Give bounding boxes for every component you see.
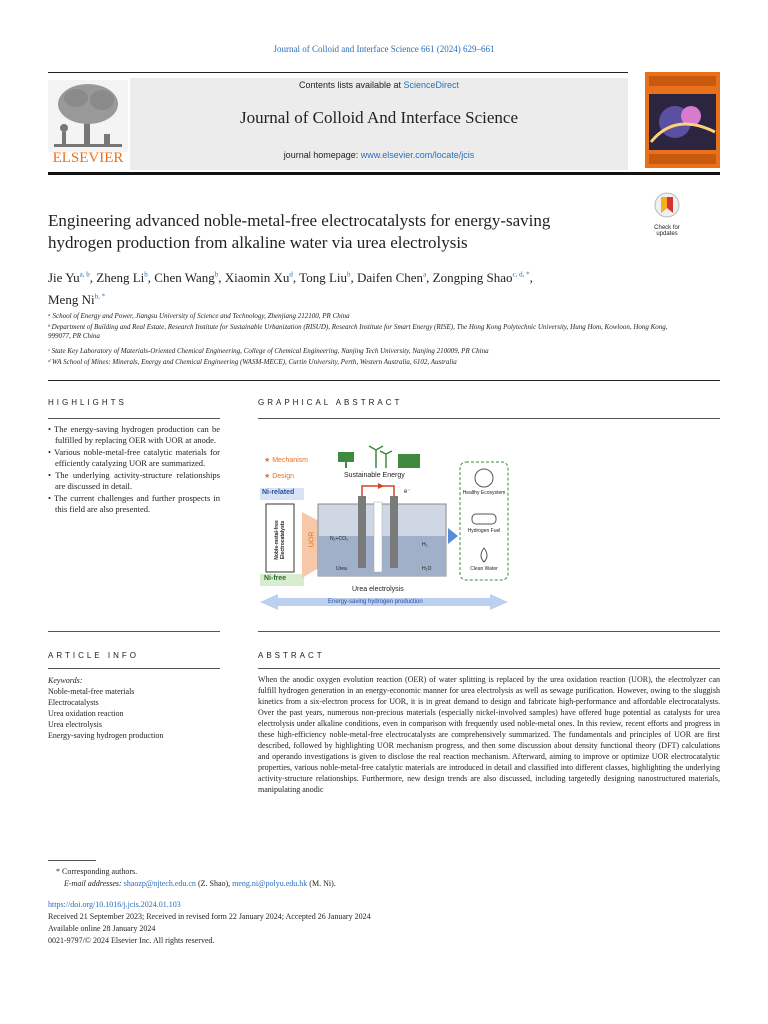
check-for-updates-label: Check for updates xyxy=(654,225,680,237)
anode-electrode xyxy=(358,496,366,568)
author[interactable]: Zheng Li$^b$, xyxy=(96,270,155,286)
catalysts-vertical-label: Noble-metal-free Electrocatalysts xyxy=(274,520,286,560)
affiliation-b: ᵇ Department of Building and Real Estate, Research Institute for Sustainable Urbanization (RISUD), Research Institute for Smart Energy (RISE), The Hong Kong Polytechnic University, Hung Hom, Kowloon, Hong Kong, 999077, PR China xyxy=(48,323,668,340)
electron-label: e⁻ xyxy=(404,489,411,495)
ni-related-label: Ni-related xyxy=(262,489,295,496)
h2o-label: H₂O xyxy=(422,566,432,572)
uor-label: UOR xyxy=(308,531,316,548)
author[interactable]: Meng $Ni^{b, *}$ xyxy=(48,291,106,307)
keyword: Urea oxidation reaction xyxy=(48,709,124,718)
author[interactable]: Chen Wang$^b$, xyxy=(154,270,225,286)
n2co2-label: N₂+CO₂ xyxy=(330,536,348,542)
journal-cover-image[interactable] xyxy=(645,72,720,168)
received-dates: Received 21 September 2023; Received in revised form 22 January 2024; Accepted 26 January 2024 xyxy=(48,912,371,921)
author[interactable]: Zongping Shao$^{c, d, *}$, xyxy=(432,270,533,286)
author[interactable]: Daifen Chen$^a$, xyxy=(357,270,433,286)
keywords-list xyxy=(48,686,228,741)
graphical-abstract-heading: GRAPHICAL ABSTRACT xyxy=(258,398,403,407)
highlight-item: • The underlying activity-structure relationships are discussed in detail. xyxy=(48,470,220,491)
affiliation-a: ᵃ School of Energy and Power, Jiangsu University of Science and Technology, Zhenjiang 212100, PR China xyxy=(48,312,350,320)
copyright: 0021-9797/© 2024 Elsevier Inc. All rights reserved. xyxy=(48,936,215,945)
bookmark-icon xyxy=(648,192,686,220)
footnote-rule xyxy=(48,860,96,861)
design-label: ★ Design xyxy=(264,473,295,480)
hydrogen-fuel-label: Hydrogen Fuel xyxy=(467,528,501,534)
keyword: Urea electrolysis xyxy=(48,720,102,729)
highlights-rule xyxy=(48,418,220,419)
author[interactable]: Jie Yu$^{a, b}$, xyxy=(48,270,97,286)
urea-electrolysis-label: Urea electrolysis xyxy=(352,586,404,593)
sciencedirect-link[interactable]: ScienceDirect xyxy=(403,80,460,90)
banner-rule xyxy=(48,172,720,175)
highlights-heading: HIGHLIGHTS xyxy=(48,398,127,407)
highlight-item: • The current challenges and further prospects in this field are also presented. xyxy=(48,493,220,514)
author[interactable]: Xiaomin Xu$^d$, xyxy=(224,270,300,286)
publisher-name: ELSEVIER xyxy=(52,150,124,166)
journal-homepage xyxy=(130,150,628,160)
abstract-text: When the anodic oxygen evolution reaction (OER) of water splitting is replaced by the urea oxidation reaction (UOR), the electrolyzer can fulfill hydrogen generation in an energy-economic manner for urea electrolysis as well as sewage purification. However, owing to the sluggish kinetics from a six-electron process for UOR, it is in great demand to design and fabricate high-performance and affordable electrocatalysts. Over the past years, numerous non-precious materials (especially nickel-involved samples) have offered huge potential as catalysts for urea electrolysis under alkaline conditions, even in comparison with frequently used noble-metal ones. In this review, recent efforts and progress in these high-efficiency noble-metal-free electrocatalysts are comprehensively summarized. The fundamentals and principles of UOR are first described, followed by highlighting UOR mechanism progress, and then some discussion about density functional theory (DFT) calculations and operando investigations is given to disclose the real reaction mechanism. Afterward, aiming to improve or optimize UOR electrocatalytic properties, various noble-metal-free catalytic materials are introduced in detail and classified into different classes, highlighting the underlying activity-structure relationships. Furthermore, new design trends are also discussed, including targetedly designing nanostructured materials, manipulating anodic xyxy=(258,675,720,794)
highlight-item: • The energy-saving hydrogen production can be fulfilled by replacing OER with UOR at anode. xyxy=(48,424,220,445)
graphical-abstract-figure[interactable] xyxy=(258,432,510,612)
check-for-updates-badge[interactable] xyxy=(648,192,686,237)
available-online: Available online 28 January 2024 xyxy=(48,924,156,933)
healthy-ecosystem-label: Healthy Ecosystem xyxy=(462,490,506,496)
article-info-rule xyxy=(48,668,220,669)
corresponding-note: * Corresponding authors. xyxy=(56,867,138,876)
membrane xyxy=(374,502,382,572)
header-rule xyxy=(48,72,628,73)
highlights-list xyxy=(48,424,220,516)
ga-bottom-rule xyxy=(258,631,720,632)
energy-saving-label: Energy-saving hydrogen production xyxy=(328,599,423,605)
sustainable-energy-label: Sustainable Energy xyxy=(344,472,405,479)
journal-reference[interactable]: Journal of Colloid and Interface Science 661 (2024) 629–661 xyxy=(273,44,495,54)
email-line: E-mail addresses: shaozp@njtech.edu.cn (Z. Shao), meng.ni@polyu.edu.hk (M. Ni). xyxy=(64,879,336,888)
keyword: Energy-saving hydrogen production xyxy=(48,731,164,740)
email-link-shao[interactable]: shaozp@njtech.edu.cn xyxy=(123,879,196,888)
highlights-bottom-rule xyxy=(48,631,220,632)
article-title: Engineering advanced noble-metal-free electrocatalysts for energy-saving hydrogen production from alkaline water via urea electrolysis xyxy=(48,211,551,252)
journal-title: Journal of Colloid And Interface Science xyxy=(239,108,519,127)
article-info-heading: ARTICLE INFO xyxy=(48,651,139,660)
doi-link[interactable]: https://doi.org/10.1016/j.jcis.2024.01.103 xyxy=(48,900,181,909)
email-label: E-mail addresses: xyxy=(64,879,124,888)
email-link-ni[interactable]: meng.ni@polyu.edu.hk xyxy=(232,879,308,888)
author[interactable]: Tong Liu$^b$, xyxy=(299,270,357,286)
urea-label: Urea xyxy=(336,566,347,572)
homepage-prefix: journal homepage: xyxy=(283,150,361,160)
section-rule xyxy=(48,380,720,381)
keyword: Noble-metal-free materials xyxy=(48,687,135,696)
abstract-heading: ABSTRACT xyxy=(258,651,325,660)
keyword: Electrocatalysts xyxy=(48,698,99,707)
h2-label: H₂ xyxy=(422,542,428,548)
affiliation-c: ᶜ State Key Laboratory of Materials-Oriented Chemical Engineering, College of Chemical Engineering, Nanjing Tech University, Nanjing 210009, PR China xyxy=(48,347,489,355)
keywords-heading: Keywords: xyxy=(48,676,83,685)
graphical-abstract-rule xyxy=(258,418,720,419)
hydro-energy-icon xyxy=(398,454,420,468)
contents-line xyxy=(130,80,628,90)
mechanism-label: ★ Mechanism xyxy=(264,457,309,464)
homepage-link[interactable]: www.elsevier.com/locate/jcis xyxy=(360,150,475,160)
affiliation-d: ᵈ WA School of Mines: Minerals, Energy and Chemical Engineering (WASM-MECE), Curtin University, Perth, Western Australia, 6102, Australia xyxy=(48,358,457,366)
contents-prefix: Contents lists available at xyxy=(298,80,404,90)
abstract-rule xyxy=(258,668,720,669)
author-list xyxy=(48,266,668,309)
ni-free-label: Ni-free xyxy=(264,575,287,582)
cathode-electrode xyxy=(390,496,398,568)
clean-water-label: Clean Water xyxy=(470,566,498,572)
highlight-item: • Various noble-metal-free catalytic materials for efficiently catalyzing UOR are summarized. xyxy=(48,447,220,468)
elsevier-logo[interactable] xyxy=(48,80,128,168)
